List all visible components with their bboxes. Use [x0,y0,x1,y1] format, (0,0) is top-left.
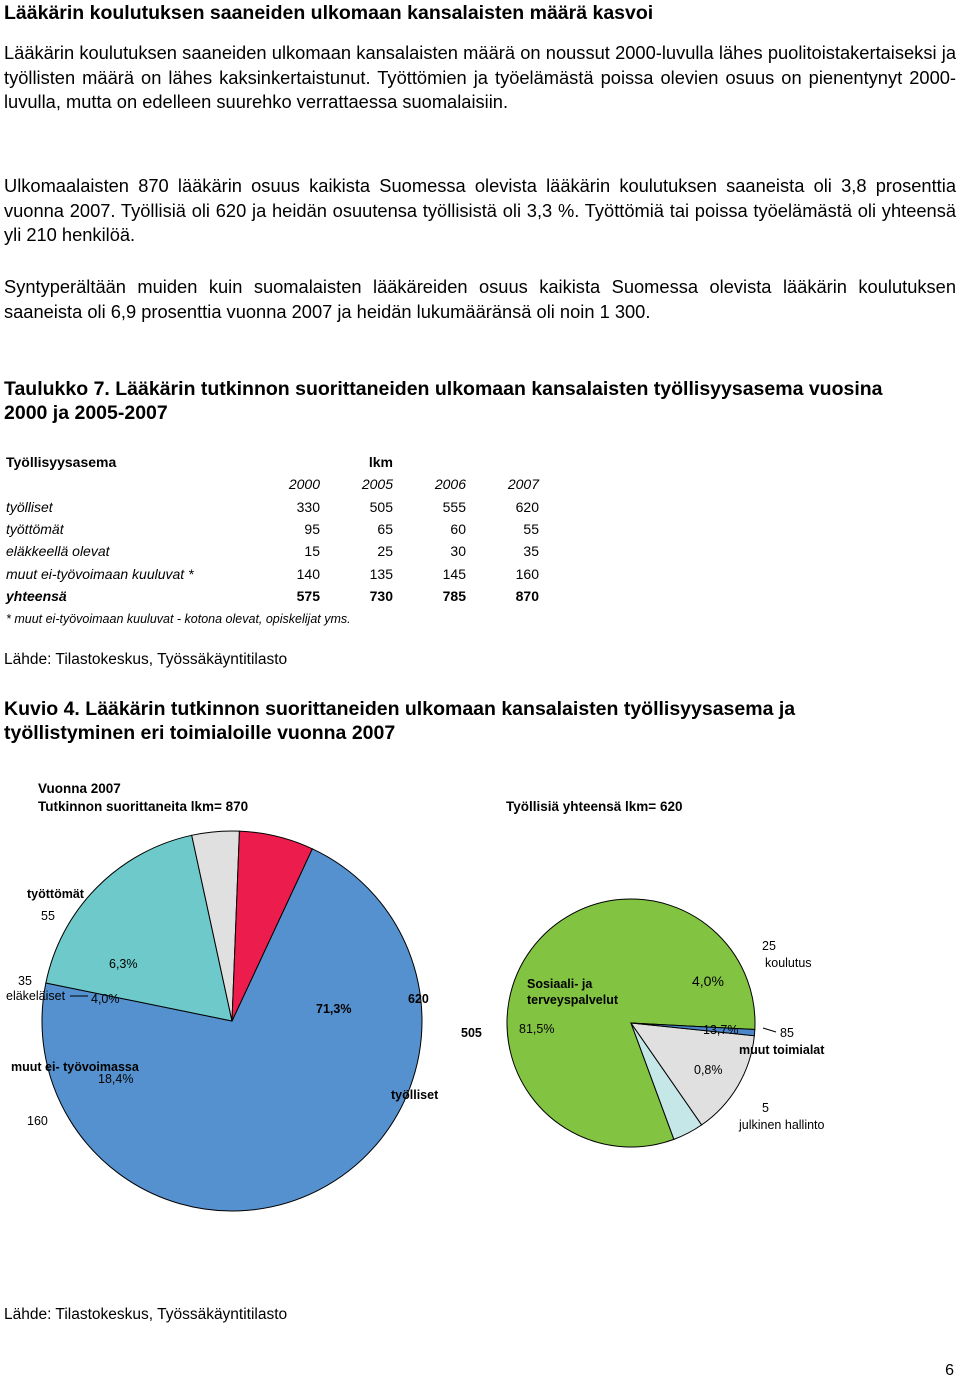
pie-left [42,831,422,1211]
cell-value: 55 [523,521,539,538]
table-caption [4,377,924,425]
figure-caption-prefix: Kuvio 4. [4,698,80,720]
label-sote-count: 505 [461,1026,482,1040]
page-heading: Lääkärin koulutuksen saaneiden ulkomaan kansalaisten määrä kasvoi [4,2,654,24]
table-caption-text: Lääkärin tutkinnon suorittaneiden ulkomaan kansalaisten työllisyysasema vuosina 2000 ja 2005-2007 [4,378,883,424]
figure-caption-text: Lääkärin tutkinnon suorittaneiden ulkomaan kansalaisten työllisyysasema ja työllistyminen eri toimialoille vuonna 2007 [4,698,796,744]
table-header-row [6,451,539,473]
year-cell: 2005 [361,476,393,493]
cell-value: 730 [369,587,393,604]
cell-value: 870 [515,587,539,604]
cell-value: 620 [515,498,539,515]
label-koulutus-percent: 4,0% [692,973,724,989]
paragraph-3: Syntyperältään muiden kuin suomalaisten lääkäreiden osuus kaikista Suomessa olevista lääkärin koulutuksen saaneista oli 6,9 prosenttia vuonna 2007 ja heidän lukumääränsä oli noin 1 300. [4,276,956,322]
cell-value: 15 [304,543,320,560]
label-julkinen: julkinen hallinto [739,1118,825,1132]
row-label: työttömät [6,521,64,538]
label-koulutus: koulutus [765,956,812,970]
label-muut-toimialat: muut toimialat [739,1043,825,1057]
cell-value: 785 [442,587,466,604]
cell-value: 140 [296,565,320,582]
label-elakelaiset: eläkeläiset [6,989,66,1003]
label-tyottomat-percent: 6,3% [109,957,138,971]
paragraph-1: Lääkärin koulutuksen saaneiden ulkomaan kansalaisten määrä on noussut 2000-luvulla lähes puolitoistakertaiseksi ja työllisten määrä on lähes kaksinkertaistunut. Työttömien ja työelämästä poissa olevien osuus on pienentynyt 2000-luvulla, mutta on edelleen suurehko verrattaessa suomalaisiin. [4,42,956,112]
table-row [6,562,539,584]
cell-value: 145 [442,565,466,582]
table-total-row [6,585,539,607]
cell-value: 95 [304,521,320,538]
label-tyolliset-count: 620 [408,992,429,1006]
row-label: yhteensä [6,587,67,604]
right-chart-title: Työllisiä yhteensä lkm= 620 [506,799,683,814]
page-number: 6 [945,1362,954,1379]
cell-value: 135 [369,565,393,582]
year-cell: 2007 [507,476,539,493]
left-chart-title: Tutkinnon suorittaneita lkm= 870 [38,799,249,814]
cell-value: 330 [296,498,320,515]
cell-value: 35 [523,543,539,560]
table-row [6,540,539,562]
label-muut-percent: 18,4% [98,1072,134,1086]
cell-value: 60 [450,521,466,538]
label-sote: Sosiaali- ja [527,977,593,991]
label-tyottomat-count: 55 [41,909,55,923]
cell-value: 30 [450,543,466,560]
table-row [6,496,539,518]
label-muut-count: 160 [27,1114,48,1128]
label-julkinen-percent: 0,8% [694,1063,723,1077]
cell-value: 65 [377,521,393,538]
year-cell: 2006 [434,476,466,493]
table-note: * muut ei-työvoimaan kuuluvat - kotona olevat, opiskelijat yms. [6,612,351,626]
table-years-row [6,473,539,495]
figure-caption [4,697,924,745]
label-julkinen-count: 5 [762,1101,769,1115]
table-header-label: Työllisyysasema [6,454,117,471]
table-row [6,518,539,540]
row-label: työlliset [6,498,53,515]
cell-value: 575 [296,587,320,604]
label-sote-line2: terveyspalvelut [527,993,619,1007]
label-sote-percent: 81,5% [519,1022,555,1036]
row-label: muut ei-työvoimaan kuuluvat * [6,565,194,582]
cell-value: 505 [369,498,393,515]
employment-table [6,451,539,607]
label-muut-toimialat-count: 85 [780,1026,794,1040]
year-cell: 2000 [288,476,320,493]
source-note-1: Lähde: Tilastokeskus, Työssäkäyntitilasto [4,651,288,668]
chart-year-label: Vuonna 2007 [38,781,121,796]
label-elakelaiset-percent: 4,0% [91,992,120,1006]
paragraph-2: Ulkomaalaisten 870 lääkärin osuus kaikista Suomessa olevista lääkärin koulutuksen saaneista oli 3,8 prosenttia vuonna 2007. Työllisiä oli 620 ja heidän osuutensa työllisistä oli 3,3 %. Työttömiä tai poissa työelämästä oli yhteensä yli 210 henkilöä. [4,175,956,245]
cell-value: 160 [515,565,539,582]
label-elakelaiset-count: 35 [18,974,32,988]
table-caption-prefix: Taulukko 7. [4,378,110,400]
label-muut-toimialat-percent: 13,7% [703,1023,739,1037]
source-note-2: Lähde: Tilastokeskus, Työssäkäyntitilasto [4,1306,288,1323]
cell-value: 25 [377,543,393,560]
label-muut: muut ei- työvoimassa [11,1060,139,1074]
cell-value: 555 [442,498,466,515]
label-tyottomat: työttömät [27,887,84,901]
table-header-unit: lkm [368,454,393,471]
pie-charts-figure [0,770,960,1300]
label-koulutus-count: 25 [762,939,776,953]
row-label: eläkkeellä olevat [6,543,110,560]
label-tyolliset-percent: 71,3% [316,1002,352,1016]
label-tyolliset: työlliset [391,1088,439,1102]
